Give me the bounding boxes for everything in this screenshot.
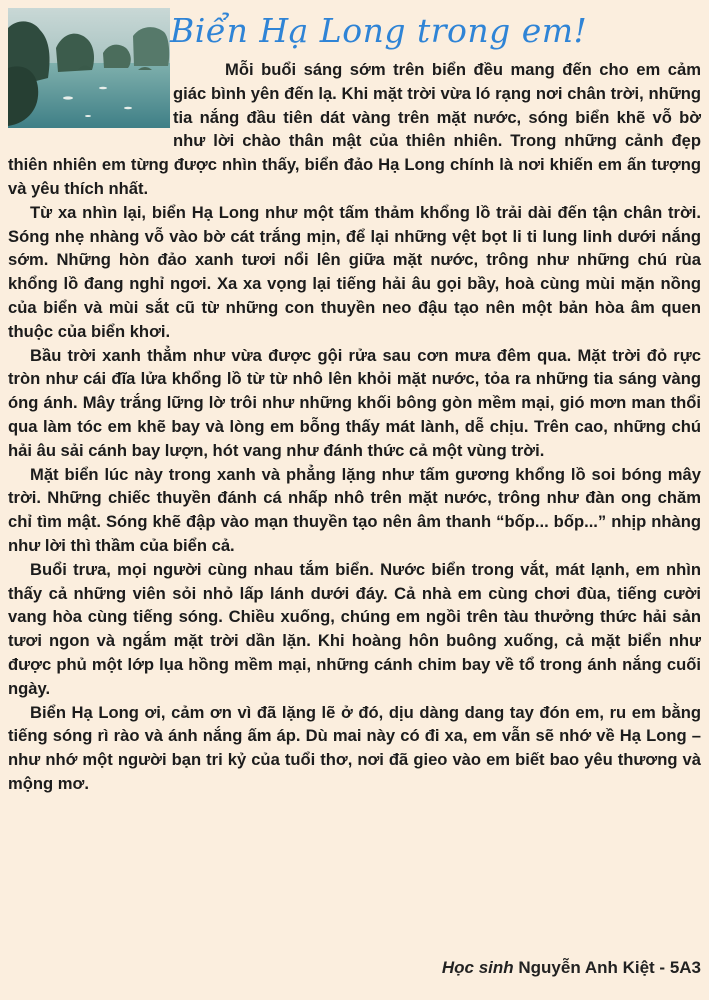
paragraph-1: Mỗi buổi sáng sớm trên biển đều mang đến cho em cảm giác bình yên đến lạ. Khi mặt trời vừa ló rạng nơi chân trời, những tia nắng đầu tiên dát vàng trên mặt nước, sóng biển khẽ vỗ bờ như lời chào thân mật của thiên nhiên. Trong những cảnh đẹp thiên nhiên em từng được nhìn thấy, biển đảo Hạ Long chính là nơi khiến em ấn tượng và yêu thích nhất. xyxy=(8,60,701,198)
page-title: Biển Hạ Long trong em! xyxy=(170,11,588,50)
author-role: Học sinh xyxy=(441,958,514,977)
paragraph-3: Bầu trời xanh thẳm như vừa được gội rửa sau cơn mưa đêm qua. Mặt trời đỏ rực tròn như cái đĩa lửa khổng lồ từ từ nhô lên khỏi mặt nước, tỏa ra những tia sáng vàng óng ánh. Mây trắng lững lờ trôi như những khối bông gòn mềm mại, gió mơn man thổi qua làm tóc em khẽ bay và lòng em bỗng thấy mát lành, dễ chịu. Trên cao, những chú hải âu sải cánh bay lượn, hót vang như đánh thức cả một vùng trời. xyxy=(8,345,701,460)
paragraph-6: Biển Hạ Long ơi, cảm ơn vì đã lặng lẽ ở đó, dịu dàng dang tay đón em, ru em bằng tiếng sóng rì rào và ánh nắng ấm áp. Dù mai này có đi xa, em vẫn sẽ nhớ về Hạ Long – như nhớ một người bạn tri kỷ của tuổi thơ, nơi đã gieo vào em biết bao yêu thương và mộng mơ. xyxy=(8,702,701,793)
paragraph-4: Mặt biển lúc này trong xanh và phẳng lặng như tấm gương khổng lồ soi bóng mây trời. Những chiếc thuyền đánh cá nhấp nhô trên mặt nước, trông như đàn ong chăm chỉ tìm mật. Sóng khẽ đập vào mạn thuyền tạo nên âm thanh “bốp... bốp...” nhịp nhàng như lời thì thầm của biển cả. xyxy=(8,464,701,555)
author-signature xyxy=(442,958,701,978)
essay-body xyxy=(8,58,701,796)
photo-spacer xyxy=(8,58,173,130)
paragraph-2: Từ xa nhìn lại, biển Hạ Long như một tấm thảm khổng lồ trải dài đến tận chân trời. Sóng nhẹ nhàng vỗ vào bờ cát trắng mịn, để lại những vệt bọt li ti lung linh dưới nắng sớm. Những hòn đảo xanh tươi nổi lên giữa mặt nước, trông như những chú rùa khổng lồ đang nghỉ ngơi. Xa xa vọng lại tiếng hải âu gọi bầy, hoà cùng mùi mặn nồng của biển và mùi sắt cũ từ những con thuyền neo đậu tạo nên một bản hòa âm quen thuộc của biển khơi. xyxy=(8,202,701,341)
paragraph-5: Buổi trưa, mọi người cùng nhau tắm biển. Nước biển trong vắt, mát lạnh, em nhìn thấy cả những viên sỏi nhỏ lấp lánh dưới đáy. Cả nhà em cùng chơi đùa, tiếng cười vang hòa cùng tiếng sóng. Chiều xuống, chúng em ngồi trên tàu thưởng thức hải sản tươi ngon và ngắm mặt trời dần lặn. Khi hoàng hôn buông xuống, cả mặt biển như được phủ một lớp lụa hồng mềm mại, những cánh chim bay về tổ trong ánh nắng cuối ngày. xyxy=(8,559,701,698)
author-name: Nguyễn Anh Kiệt - 5A3 xyxy=(518,958,701,977)
